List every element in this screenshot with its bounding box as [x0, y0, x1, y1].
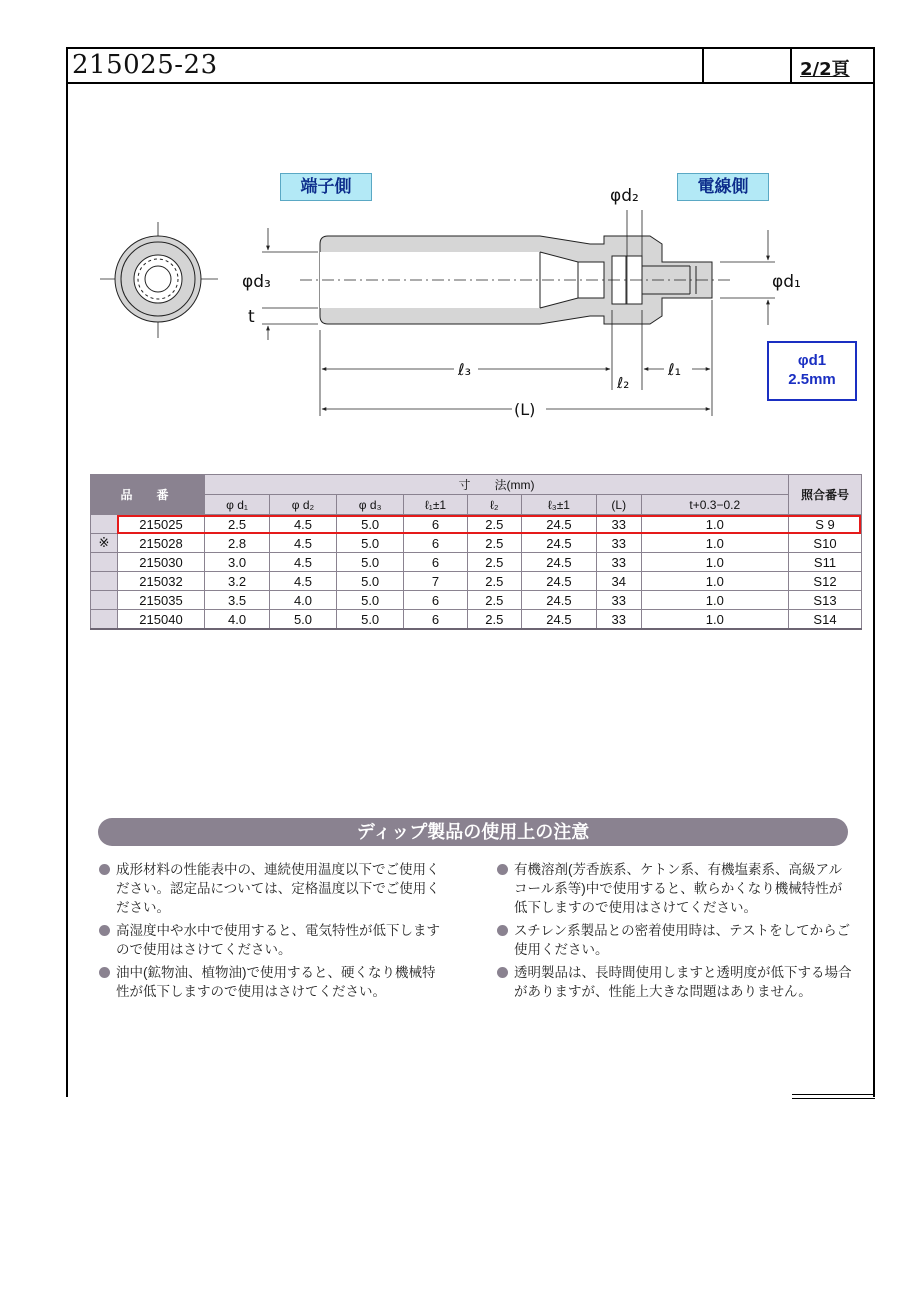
reference-cell: S13	[789, 591, 862, 610]
part-number-cell: 215040	[118, 610, 205, 630]
part-number-cell: 215032	[118, 572, 205, 591]
table-row	[91, 534, 862, 553]
notice-item: スチレン系製品との密着使用時は、テストをしてからご使用ください。	[496, 921, 852, 959]
part-number-cell: 215035	[118, 591, 205, 610]
dimension-cell: 33	[596, 553, 641, 572]
side-view	[300, 236, 730, 324]
table-row	[91, 591, 862, 610]
spec-value: 2.5mm	[788, 371, 836, 388]
end-view	[100, 222, 218, 338]
part-number-cell: 215025	[118, 515, 205, 534]
column-header: ℓ₃±1	[521, 495, 596, 515]
dimension-cell: 6	[404, 515, 467, 534]
row-mark	[91, 610, 118, 630]
notice-item: 有機溶剤(芳香族系、ケトン系、有機塩素系、高級アルコール系等)中で使用すると、軟らかくなり機械特性が低下しますので使用はさけてください。	[496, 860, 852, 917]
dimension-cell: 3.2	[205, 572, 270, 591]
dimension-cell: 2.5	[467, 591, 521, 610]
dim-L-label: (L)	[514, 400, 536, 419]
page-number: 2/2頁	[800, 59, 850, 80]
dimension-cell: 5.0	[336, 591, 403, 610]
dimension-cell: 1.0	[641, 572, 788, 591]
highlight-row-box	[117, 515, 861, 534]
dimension-cell: 24.5	[521, 610, 596, 630]
dimension-cell: 33	[596, 610, 641, 630]
dimension-cell: 2.5	[467, 610, 521, 630]
dimension-cell: 1.0	[641, 610, 788, 630]
part-number-header: 品 番	[91, 475, 205, 515]
table-row	[91, 572, 862, 591]
spec-callout	[767, 341, 857, 401]
dimension-cell: 1.0	[641, 591, 788, 610]
row-mark	[91, 553, 118, 572]
dimension-cell: 2.5	[467, 572, 521, 591]
dimension-cell: 2.8	[205, 534, 270, 553]
dimension-cell: 4.0	[205, 610, 270, 630]
notice-title: ディップ製品の使用上の注意	[98, 818, 848, 846]
dimension-cell: 5.0	[336, 534, 403, 553]
table-row	[91, 610, 862, 630]
column-header: φ d₂	[270, 495, 337, 515]
notice-item: 成形材料の性能表中の、連続使用温度以下でご使用ください。認定品については、定格温度以下でご使用ください。	[98, 860, 448, 917]
row-mark	[91, 572, 118, 591]
notice-item: 高湿度中や水中で使用すると、電気特性が低下しますので使用はさけてください。	[98, 921, 448, 959]
dimension-cell: 24.5	[521, 515, 596, 534]
notice-item: 透明製品は、長時間使用しますと透明度が低下する場合がありますが、性能上大きな問題はありません。	[496, 963, 852, 1001]
dimension-cell: 1.0	[641, 534, 788, 553]
dimension-cell: 34	[596, 572, 641, 591]
dimension-cell: 2.5	[467, 534, 521, 553]
dimension-cell: 7	[404, 572, 467, 591]
dimension-cell: 2.5	[205, 515, 270, 534]
dimension-cell: 33	[596, 591, 641, 610]
row-mark: ※	[91, 534, 118, 553]
dimension-cell: 2.5	[467, 515, 521, 534]
part-number-cell: 215028	[118, 534, 205, 553]
dimension-cell: 24.5	[521, 534, 596, 553]
dim-d1-label: φd₁	[772, 272, 801, 292]
reference-cell: S10	[789, 534, 862, 553]
dimension-cell: 24.5	[521, 572, 596, 591]
bottom-rule	[792, 1094, 875, 1099]
dimension-cell: 1.0	[641, 553, 788, 572]
dim-l3-label: ℓ₃	[458, 360, 472, 379]
dim-l2-label: ℓ₂	[617, 374, 630, 392]
column-header: t+0.3−0.2	[641, 495, 788, 515]
notice-item: 油中(鉱物油、植物油)で使用すると、硬くなり機械特性が低下しますので使用はさけてください。	[98, 963, 448, 1001]
dimension-cell: 1.0	[641, 515, 788, 534]
column-header: (L)	[596, 495, 641, 515]
document-id: 215025-23	[72, 50, 218, 80]
dim-d2-label: φd₂	[610, 186, 639, 206]
column-header: ℓ₁±1	[404, 495, 467, 515]
dimension-cell: 5.0	[336, 553, 403, 572]
dimension-cell: 33	[596, 534, 641, 553]
dimension-cell: 4.5	[270, 534, 337, 553]
dim-t-label: t	[248, 307, 255, 327]
column-header: ℓ₂	[467, 495, 521, 515]
row-mark	[91, 515, 118, 534]
notice-right-column	[496, 860, 852, 1005]
table-row	[91, 553, 862, 572]
dimension-cell: 5.0	[270, 610, 337, 630]
dimension-cell: 2.5	[467, 553, 521, 572]
dimension-cell: 5.0	[336, 515, 403, 534]
part-number-cell: 215030	[118, 553, 205, 572]
dimensions-header: 寸 法(mm)	[205, 475, 789, 495]
reference-cell: S 9	[789, 515, 862, 534]
dimension-cell: 4.5	[270, 515, 337, 534]
dim-l1-label: ℓ₁	[668, 360, 682, 379]
row-mark	[91, 591, 118, 610]
terminal-side-label: 端子側	[280, 173, 372, 201]
dimension-cell: 4.5	[270, 572, 337, 591]
dimension-cell: 4.0	[270, 591, 337, 610]
spec-label: φd1	[797, 352, 827, 369]
dimension-cell: 5.0	[336, 572, 403, 591]
column-header: φ d₁	[205, 495, 270, 515]
wire-side-label: 電線側	[677, 173, 769, 201]
dimension-cell: 6	[404, 534, 467, 553]
dimension-cell: 5.0	[336, 610, 403, 630]
dimension-cell: 4.5	[270, 553, 337, 572]
dimension-cell: 24.5	[521, 591, 596, 610]
dimension-cell: 6	[404, 591, 467, 610]
dimension-cell: 6	[404, 553, 467, 572]
dimension-cell: 6	[404, 610, 467, 630]
reference-cell: S12	[789, 572, 862, 591]
dimension-table	[90, 474, 862, 630]
notice-left-column	[98, 860, 448, 1005]
dimension-cell: 3.0	[205, 553, 270, 572]
dimension-cell: 3.5	[205, 591, 270, 610]
dimension-cell: 33	[596, 515, 641, 534]
reference-cell: S11	[789, 553, 862, 572]
column-header: φ d₃	[336, 495, 403, 515]
dimension-cell: 24.5	[521, 553, 596, 572]
reference-header: 照合番号	[789, 475, 862, 515]
dim-d3-label: φd₃	[242, 272, 271, 292]
reference-cell: S14	[789, 610, 862, 630]
